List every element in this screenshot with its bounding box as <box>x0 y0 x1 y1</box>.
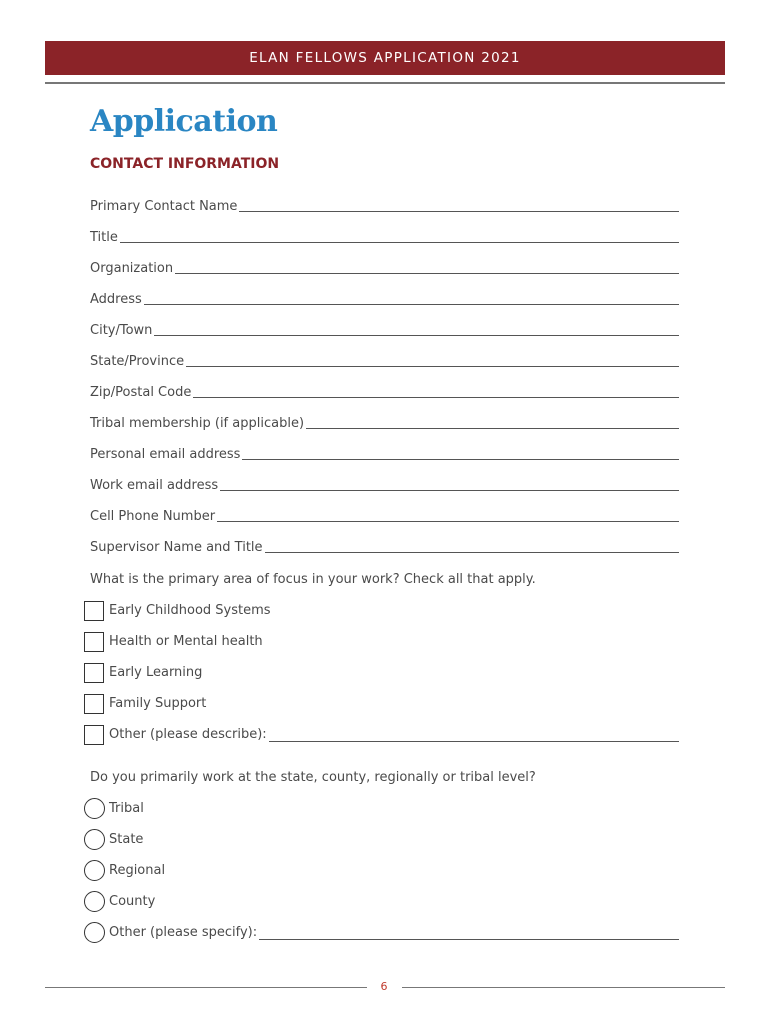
header-divider <box>45 82 725 84</box>
option-label: Regional <box>109 863 166 878</box>
radio-button[interactable] <box>84 860 105 881</box>
field-label: State/Province <box>90 354 185 369</box>
radio-button[interactable] <box>84 798 105 819</box>
work-email-input[interactable] <box>220 490 679 491</box>
field-zip-postal-code <box>90 371 679 402</box>
field-state-province <box>90 340 679 371</box>
level-option-other <box>84 917 679 948</box>
field-supervisor-name-title <box>90 526 679 557</box>
level-option-county <box>84 886 679 917</box>
checkbox[interactable] <box>84 694 104 714</box>
option-label: Health or Mental health <box>109 634 263 649</box>
city-town-input[interactable] <box>154 335 679 336</box>
field-label: Primary Contact Name <box>90 199 238 214</box>
personal-email-input[interactable] <box>242 459 679 460</box>
field-label: Supervisor Name and Title <box>90 540 263 555</box>
level-question: Do you primarily work at the state, county, regionally or tribal level? <box>90 770 536 785</box>
page-number: 6 <box>380 980 388 993</box>
field-address <box>90 278 679 309</box>
level-option-state <box>84 824 679 855</box>
level-other-specify-input[interactable] <box>259 939 679 940</box>
radio-button[interactable] <box>84 922 105 943</box>
focus-other-describe-input[interactable] <box>269 741 679 742</box>
focus-option-health-mental-health <box>84 626 679 657</box>
field-organization <box>90 247 679 278</box>
checkbox[interactable] <box>84 663 104 683</box>
field-label: City/Town <box>90 323 153 338</box>
option-label: Other (please specify): <box>109 925 258 940</box>
checkbox[interactable] <box>84 632 104 652</box>
radio-button[interactable] <box>84 829 105 850</box>
level-option-regional <box>84 855 679 886</box>
focus-question: What is the primary area of focus in your work? Check all that apply. <box>90 572 536 587</box>
field-label: Title <box>90 230 118 245</box>
option-label: Other (please describe): <box>109 727 267 742</box>
focus-option-early-learning <box>84 657 679 688</box>
zip-postal-code-input[interactable] <box>193 397 679 398</box>
field-cell-phone <box>90 495 679 526</box>
field-label: Organization <box>90 261 174 276</box>
field-label: Tribal membership (if applicable) <box>90 416 305 431</box>
supervisor-name-title-input[interactable] <box>265 552 679 553</box>
contact-fields <box>90 185 679 557</box>
field-label: Cell Phone Number <box>90 509 216 524</box>
focus-options <box>84 595 679 750</box>
primary-contact-name-input[interactable] <box>239 211 679 212</box>
checkbox[interactable] <box>84 725 104 745</box>
level-option-tribal <box>84 793 679 824</box>
address-input[interactable] <box>144 304 679 305</box>
field-label: Address <box>90 292 142 307</box>
cell-phone-input[interactable] <box>217 521 679 522</box>
organization-input[interactable] <box>175 273 679 274</box>
footer-divider-left <box>45 987 367 988</box>
field-work-email <box>90 464 679 495</box>
focus-option-early-childhood-systems <box>84 595 679 626</box>
field-primary-contact-name <box>90 185 679 216</box>
option-label: State <box>109 832 144 847</box>
option-label: County <box>109 894 156 909</box>
option-label: Tribal <box>109 801 144 816</box>
section-title-contact: CONTACT INFORMATION <box>90 156 280 172</box>
focus-option-other <box>84 719 679 750</box>
radio-button[interactable] <box>84 891 105 912</box>
tribal-membership-input[interactable] <box>306 428 679 429</box>
field-city-town <box>90 309 679 340</box>
state-province-input[interactable] <box>186 366 679 367</box>
header-banner: ELAN FELLOWS APPLICATION 2021 <box>45 41 725 75</box>
field-label: Personal email address <box>90 447 241 462</box>
level-options <box>84 793 679 948</box>
focus-option-family-support <box>84 688 679 719</box>
field-title <box>90 216 679 247</box>
option-label: Early Childhood Systems <box>109 603 271 618</box>
page-title: Application <box>90 104 278 139</box>
field-label: Zip/Postal Code <box>90 385 192 400</box>
field-tribal-membership <box>90 402 679 433</box>
option-label: Family Support <box>109 696 207 711</box>
checkbox[interactable] <box>84 601 104 621</box>
title-input[interactable] <box>120 242 679 243</box>
footer-divider-right <box>402 987 725 988</box>
option-label: Early Learning <box>109 665 203 680</box>
field-label: Work email address <box>90 478 219 493</box>
field-personal-email <box>90 433 679 464</box>
